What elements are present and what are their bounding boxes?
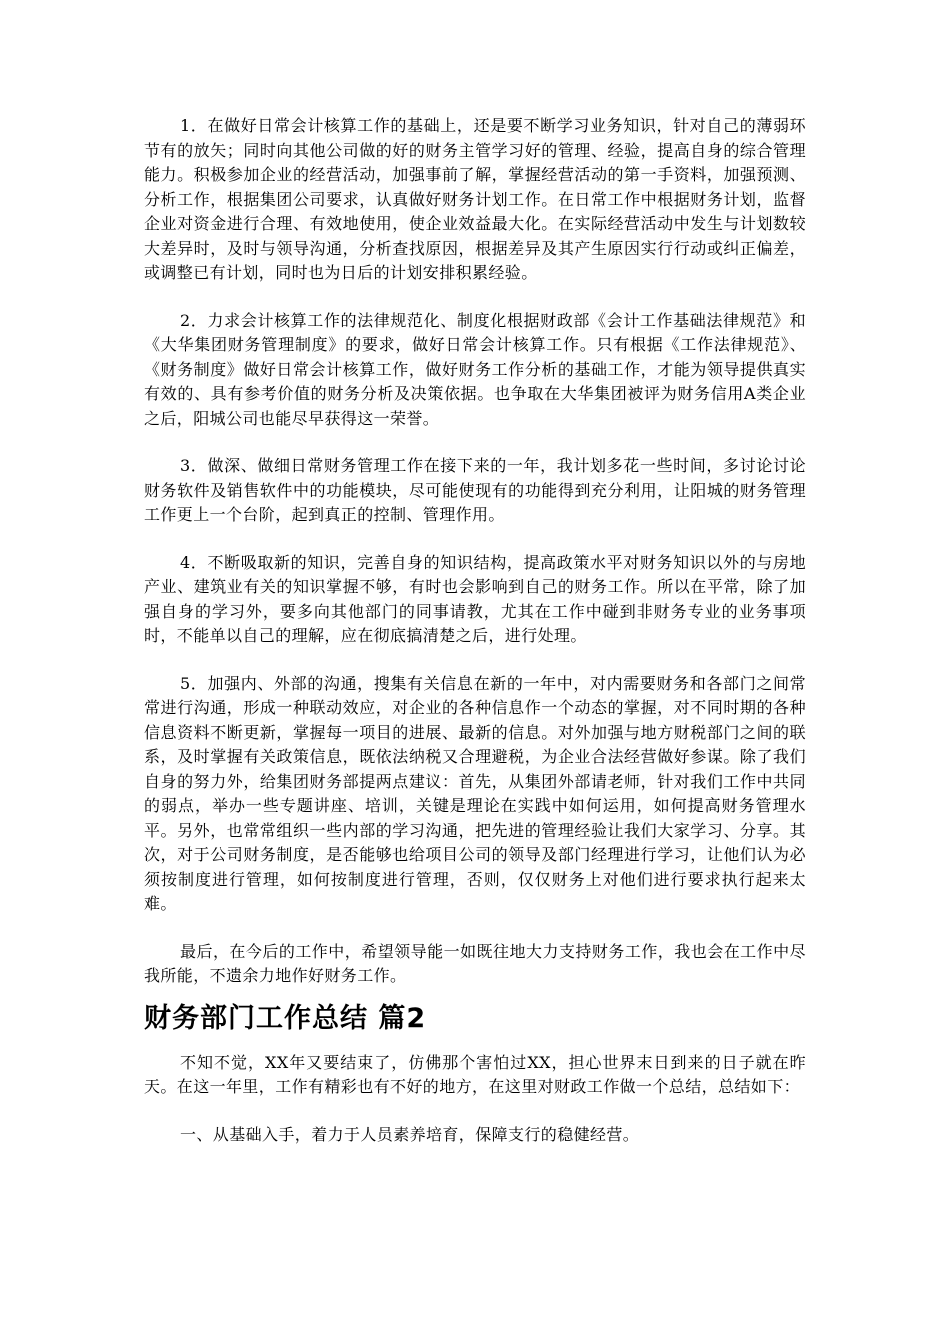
paragraph-section-1: 一、从基础入手，着力于人员素养培育，保障支行的稳健经营。: [180, 1124, 640, 1144]
section-heading: 财务部门工作总结 篇2: [144, 1002, 427, 1034]
paragraph-gap: [144, 286, 806, 309]
paragraph-3: 3．做深、做细日常财务管理工作在接下来的一年，我计划多花一些时间，多讨论讨论财务软件及销售软件中的功能模块，尽可能使现有的功能得到充分利用，让阳城的财务管理工作更上一个台阶，起到真正的控制、管理作用。: [144, 456, 806, 524]
paragraph-closing: 最后，在今后的工作中，希望领导能一如既往地大力支持财务工作，我也会在工作中尽我所能，不遗余力地作好财务工作。: [144, 941, 806, 985]
document-page: [144, 114, 806, 1147]
paragraph-2: 2．力求会计核算工作的法律规范化、制度化根据财政部《会计工作基础法律规范》和《大华集团财务管理制度》的要求，做好日常会计核算工作。只有根据《工作法律规范》、《财务制度》做好日常会计核算工作，做好财务工作分析的基础工作，才能为领导提供真实有效的、具有参考价值的财务分析及决策依据。也争取在大华集团被评为财务信用A类企业之后，阳城公司也能尽早获得这一荣誉。: [144, 310, 806, 428]
paragraph-5: 5．加强内、外部的沟通，搜集有关信息在新的一年中，对内需要财务和各部门之间常常进行沟通，形成一种联动效应，对企业的各种信息作一个动态的掌握，对不同时期的各种信息资料不断更新，掌握每一项目的进展、最新的信息。对外加强与地方财税部门之间的联系，及时掌握有关政策信息，既依法纳税又合理避税，为企业合法经营做好参谋。除了我们自身的努力外，给集团财务部提两点建议：首先，从集团外部请老师，针对我们工作中共同的弱点，举办一些专题讲座、培训，关键是理论在实践中如何运用，如何提高财务管理水平。另外，也常常组织一些内部的学习沟通，把先进的管理经验让我们大家学习、分享。其次，对于公司财务制度，是否能够也给项目公司的领导及部门经理进行学习，让他们认为必须按制度进行管理，如何按制度进行管理，否则，仅仅财务上对他们进行要求执行起来太难。: [144, 673, 806, 913]
paragraph-1: 1．在做好日常会计核算工作的基础上，还是要不断学习业务知识，针对自己的薄弱环节有的放矢；同时向其他公司做的好的财务主管学习好的管理、经验，提高自身的综合管理能力。积极参加企业的经营活动，加强事前了解，掌握经营活动的第一手资料，加强预测、分析工作，根据集团公司要求，认真做好财务计划工作。在日常工作中根据财务计划，监督企业对资金进行合理、有效地使用，使企业效益最大化。在实际经营活动中发生与计划数较大差异时，及时与领导沟通，分析查找原因，根据差异及其产生原因实行行动或纠正偏差，或调整已有计划，同时也为日后的计划安排积累经验。: [144, 116, 806, 282]
paragraph-gap: [144, 431, 806, 454]
paragraph-4: 4．不断吸取新的知识，完善自身的知识结构，提高政策水平对财务知识以外的与房地产业、建筑业有关的知识掌握不够，有时也会影响到自己的财务工作。所以在平常，除了加强自身的学习外，要多向其他部门的同事请教，尤其在工作中碰到非财务专业的业务事项时，不能单以自己的理解，应在彻底搞清楚之后，进行处理。: [144, 552, 806, 645]
paragraph-gap: [144, 528, 806, 551]
paragraph-gap: [144, 917, 806, 940]
paragraph-intro: 不知不觉，XX年又要结束了，仿佛那个害怕过XX，担心世界末日到来的日子就在昨天。在这一年里，工作有精彩也有不好的地方，在这里对财政工作做一个总结，总结如下：: [144, 1052, 806, 1096]
paragraph-gap: [144, 1100, 806, 1123]
paragraph-gap: [144, 649, 806, 672]
